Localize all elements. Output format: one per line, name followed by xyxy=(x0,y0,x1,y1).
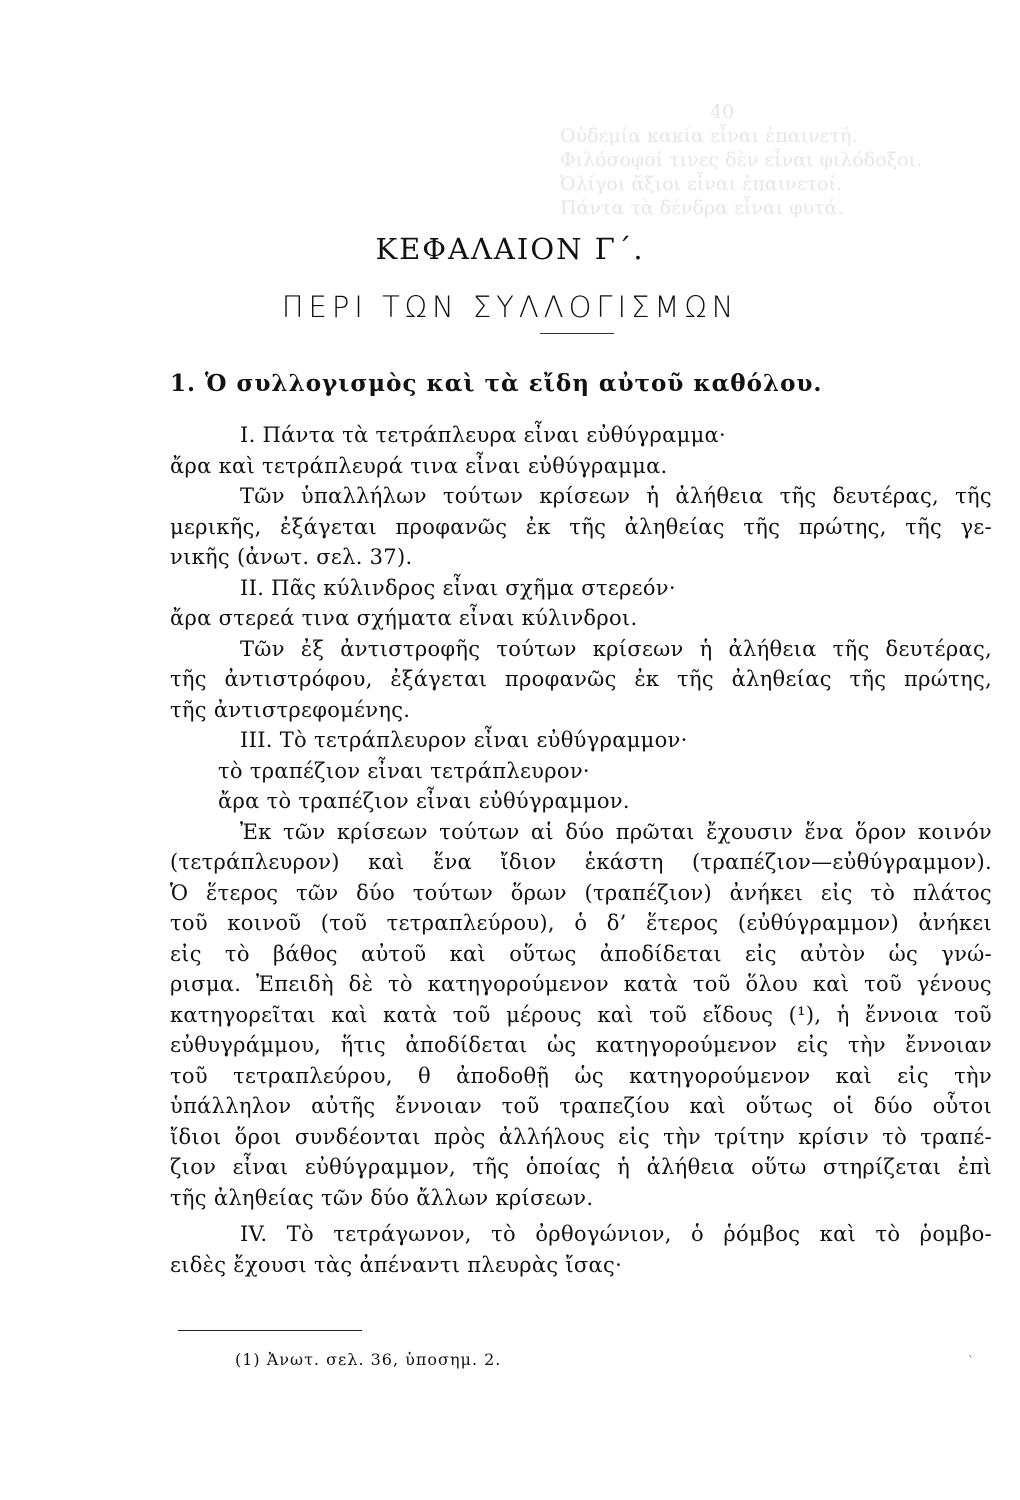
text-line: τοῦ κοινοῦ (τοῦ τετραπλεύρου), ὁ δ’ ἕτερος (εὐθύγραμμον) ἀνήκει xyxy=(170,911,992,935)
text-line: μερικῆς, ἐξάγεται προφανῶς ἐκ τῆς ἀληθείας τῆς πρώτης, τῆς γε- xyxy=(170,514,992,539)
text-line: III. Τὸ τετράπλευρον εἶναι εὐθύγραμμον· xyxy=(240,728,688,752)
text-line: IV. Τὸ τετράγωνον, τὸ ὀρθογώνιον, ὁ ῥόμβος καὶ τὸ ῥομβο- xyxy=(240,1222,992,1246)
text-line: ρισμα. Ἐπειδὴ δὲ τὸ κατηγορούμενον κατὰ τοῦ ὅλου καὶ τοῦ γένους xyxy=(170,972,992,996)
text-line: I. Πάντα τὰ τετράπλευρα εἶναι εὐθύγραμμα· xyxy=(240,423,727,447)
text-line: ἴδιοι ὅροι συνδέονται πρὸς ἀλλήλους εἰς τὴν τρίτην κρίσιν τὸ τραπέ- xyxy=(170,1124,992,1149)
bleed-through-text xyxy=(560,100,1000,220)
text-line: Τῶν ἐξ ἀντιστροφῆς τούτων κρίσεων ἡ ἀλήθεια τῆς δευτέρας, xyxy=(240,636,992,661)
text-line: τῆς ἀληθείας τῶν δύο ἄλλων κρίσεων. xyxy=(170,1185,594,1210)
text-line: ὑπάλληλον αὐτῆς ἔννοιαν τοῦ τραπεζίου καὶ οὕτως οἱ δύο οὗτοι xyxy=(170,1094,992,1118)
text-line: τὸ τραπέζιον εἶναι τετράπλευρον· xyxy=(218,758,590,783)
ghost-line: Ὀλίγοι ἄξιοι εἶναι ἐπαινετοί. xyxy=(560,173,842,195)
text-line: κατηγορεῖται καὶ κατὰ τοῦ μέρους καὶ τοῦ εἴδους (¹), ἡ ἔννοια τοῦ xyxy=(170,1002,992,1027)
text-line: ειδὲς ἔχουσι τὰς ἀπέναντι πλευρὰς ἴσας· xyxy=(170,1252,623,1277)
footnote-divider xyxy=(178,1330,362,1331)
text-line: ἄρα καὶ τετράπλευρά τινα εἶναι εὐθύγραμμα. xyxy=(170,453,668,478)
ghost-line: Φιλόσοφοί τινες δὲν εἶναι φιλόδοξοι. xyxy=(560,149,923,171)
text-line: Ἐκ τῶν κρίσεων τούτων αἱ δύο πρῶται ἔχουσιν ἕνα ὅρον κοινόν xyxy=(240,819,992,844)
text-line: II. Πᾶς κύλινδρος εἶναι σχῆμα στερεόν· xyxy=(240,575,676,600)
footnote: (1) Ἀνωτ. σελ. 36, ὑποσημ. 2. xyxy=(235,1350,502,1369)
ghost-line: Οὐδεμία κακία εἶναι ἐπαινετή. xyxy=(560,125,858,147)
text-line: νικῆς (ἀνωτ. σελ. 37). xyxy=(170,545,413,569)
chapter-subtitle: ΠΕΡΙ ΤΩΝ ΣΥΛΛΟΓΙΣΜΩΝ xyxy=(281,290,739,324)
section-heading: 1. Ὁ συλλογισμὸς καὶ τὰ εἴδη αὐτοῦ καθόλου. xyxy=(170,370,823,397)
text-line: τῆς ἀντιστρεφομένης. xyxy=(170,697,411,722)
text-line: εἰς τὸ βάθος αὐτοῦ καὶ οὕτως ἀποδίδεται εἰς αὐτὸν ὡς γνώ- xyxy=(170,941,992,966)
text-line: (τετράπλευρον) καὶ ἕνα ἴδιον ἑκάστη (τραπέζιον—εὐθύγραμμον). xyxy=(170,850,992,874)
title-divider xyxy=(540,333,614,334)
text-line: ἄρα τὸ τραπέζιον εἶναι εὐθύγραμμον. xyxy=(218,789,630,813)
print-speck: ˋ xyxy=(968,1354,974,1368)
body-text xyxy=(170,420,992,1280)
text-line: Ὁ ἕτερος τῶν δύο τούτων ὅρων (τραπέζιον) ἀνήκει εἰς τὸ πλάτος xyxy=(170,880,992,905)
text-line: τῆς ἀντιστρόφου, ἐξάγεται προφανῶς ἐκ τῆς ἀληθείας τῆς πρώτης, xyxy=(170,667,992,691)
text-line: ἄρα στερεά τινα σχήματα εἶναι κύλινδροι. xyxy=(170,606,638,630)
text-line: Τῶν ὑπαλλήλων τούτων κρίσεων ἡ ἀλήθεια τῆς δευτέρας, τῆς xyxy=(240,484,992,508)
text-line: τοῦ τετραπλεύρου, θ ἀποδοθῇ ὡς κατηγορούμενον καὶ εἰς τὴν xyxy=(170,1063,992,1088)
text-line: εὐθυγράμμου, ἥτις ἀποδίδεται ὡς κατηγορούμενον εἰς τὴν ἔννοιαν xyxy=(170,1033,992,1057)
ghost-line: Πάντα τὰ δένδρα εἶναι φυτά. xyxy=(560,197,844,219)
chapter-title: ΚΕΦΑΛΑΙΟΝ Γ΄. xyxy=(375,232,645,266)
text-line: ζιον εἶναι εὐθύγραμμον, τῆς ὁποίας ἡ ἀλήθεια οὕτω στηρίζεται ἐπὶ xyxy=(170,1155,992,1179)
ghost-page-number: 40 xyxy=(710,101,735,123)
